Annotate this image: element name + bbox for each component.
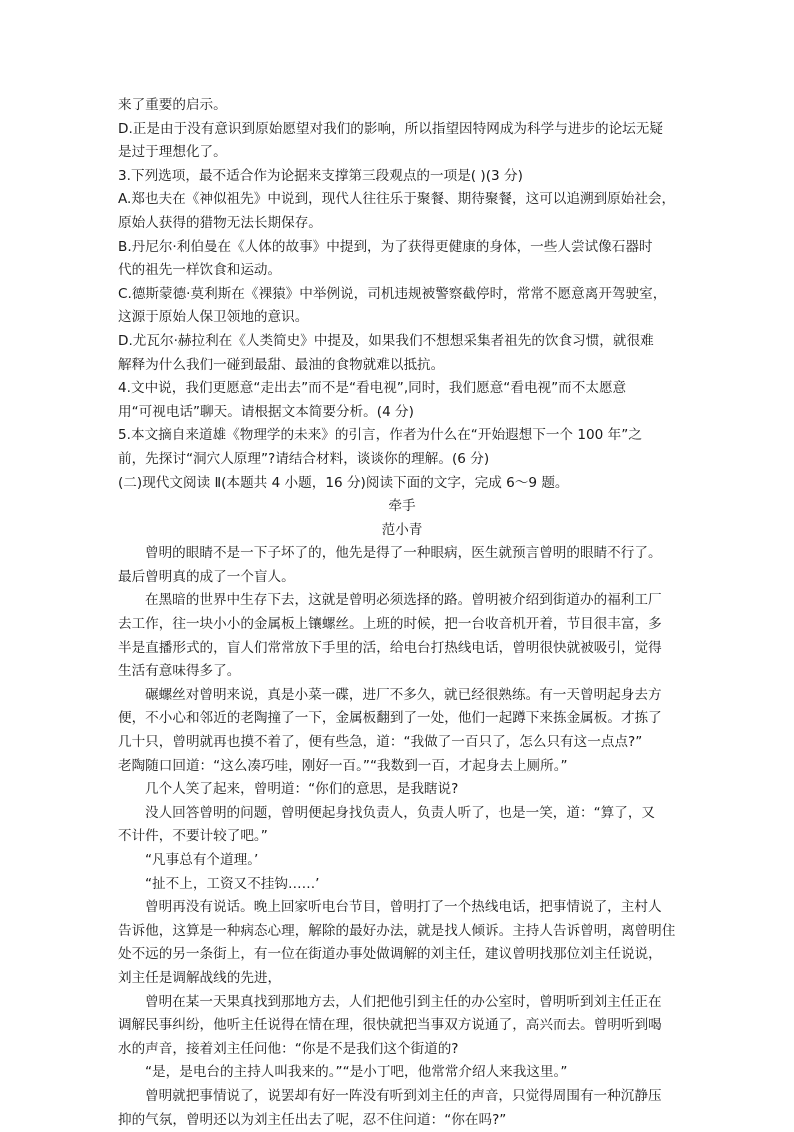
text-line: 在黑暗的世界中生存下去，这就是曾明必须选择的路。曾明被介绍到街道办的福利工厂 xyxy=(145,592,662,609)
story-title: 牵手 xyxy=(388,498,416,515)
text-line: 曾明在某一天果真找到那地方去，人们把他引到主任的办公室时，曾明听到刘主任正在 xyxy=(145,993,662,1010)
text-line: 3.下列选项，最不适合作为论据来支撑第三段观点的一项是( )(3 分) xyxy=(118,167,523,184)
text-line: C.德斯蒙德·莫利斯在《裸猿》中举例说，司机违规被警察截停时，常常不愿意离开驾驶室， xyxy=(118,285,667,302)
text-line: 处不远的另一条街上，有一位在街道办事处做调解的刘主任，建议曾明找那位刘主任说说， xyxy=(118,946,662,963)
text-line: 曾明的眼睛不是一下子坏了的，他先是得了一种眼病，医生就预言曾明的眼睛不行了。 xyxy=(145,545,662,562)
text-line: D.尤瓦尔·赫拉利在《人类简史》中提及，如果我们不想想采集者祖先的饮食习惯，就很难 xyxy=(118,332,654,349)
text-line: 调解民事纠纷，他听主任说得在情在理，很快就把当事双方说通了，高兴而去。曾明听到喝 xyxy=(118,1017,662,1034)
text-line: (二)现代文阅读 Ⅱ(本题共 4 小题，16 分)阅读下面的文字，完成 6～9 题。 xyxy=(118,474,569,491)
story-author: 范小青 xyxy=(381,521,423,538)
text-line: 5.本文摘自来道雄《物理学的未来》的引言，作者为什么在“开始遐想下一个 100 年”之 xyxy=(118,427,642,444)
text-line: 曾明就把事情说了，说罢却有好一阵没有听到刘主任的声音，只觉得周围有一种沉静压 xyxy=(145,1087,662,1104)
text-line: 解释为什么我们一碰到最甜、最油的食物就难以抵抗。 xyxy=(118,356,445,373)
text-line: 来了重要的启示。 xyxy=(118,97,227,113)
text-line: 曾明再没有说话。晚上回家听电台节目，曾明打了一个热线电话，把事情说了，主村人 xyxy=(145,899,662,916)
text-line: 代的祖先一样饮食和运动。 xyxy=(118,262,282,279)
text-line: 原始人获得的猎物无法长期保存。 xyxy=(118,214,322,231)
text-line: 半是直播形式的，盲人们常常放下手里的活，给电台打热线电话，曾明很快就被吸引，觉得 xyxy=(118,639,662,656)
text-line: “凡事总有个道理。’ xyxy=(145,852,259,868)
text-line: 最后曾明真的成了一个盲人。 xyxy=(118,568,295,585)
text-line: 用“可视电话”聊天。请根据文本简要分析。(4 分) xyxy=(118,403,414,420)
document-page xyxy=(118,94,686,1132)
text-line: 刘主任是调解战线的先进， xyxy=(118,969,282,986)
text-line: A.郑也夫在《神似祖先》中说到，现代人往往乐于聚餐、期待聚餐，这可以追溯到原始社会， xyxy=(118,191,676,208)
text-line: B.丹尼尔·利伯曼在《人体的故事》中提到，为了获得更健康的身体，一些人尝试像石器时 xyxy=(118,238,653,255)
text-line: 不计件，不要计较了吧。” xyxy=(118,828,268,845)
text-line: 水的声音，接着刘主任问他：“你是不是我们这个街道的? xyxy=(118,1040,459,1057)
text-line: 去工作，往一块小小的金属板上镶螺丝。上班的时候，把一台收音机开着，节目很丰富，多 xyxy=(118,616,662,633)
text-line: 几个人笑了起来，曾明道：“你们的意思，是我瞎说? xyxy=(145,781,459,798)
text-line: 便，不小心和邻近的老陶撞了一下，金属板翻到了一处，他们一起蹲下来拣金属板。才拣了 xyxy=(118,710,662,727)
text-line: D.正是由于没有意识到原始愿望对我们的影响，所以指望因特网成为科学与进步的论坛无疑 xyxy=(118,120,663,137)
text-line: 抑的气氛，曾明还以为刘主任出去了呢，忍不住问道：“你在吗?” xyxy=(118,1111,507,1128)
text-line: 这源于原始人保卫领地的意识。 xyxy=(118,309,309,326)
text-line: 4.文中说，我们更愿意“走出去”而不是“看电视”,同时，我们愿意“看电视”而不太愿意 xyxy=(118,380,627,397)
text-line: 是过于理想化了。 xyxy=(118,144,227,161)
text-line: 老陶随口回道：“这么凑巧哇，刚好一百。”“我数到一百，才起身去上厕所。” xyxy=(118,757,568,774)
text-line: 碾螺丝对曾明来说，真是小菜一碟，进厂不多久，就已经很熟练。有一天曾明起身去方 xyxy=(145,686,662,703)
text-line: 前，先探讨“洞穴人原理”?请结合材料，谈谈你的理解。(6 分) xyxy=(118,450,490,467)
text-line: 没人回答曾明的问题，曾明便起身找负责人，负责人听了，也是一笑，道：“算了，又 xyxy=(145,804,656,821)
text-line: 告诉他，这算是一种病态心理，解除的最好办法，就是找人倾诉。主持人告诉曾明，离曾明住 xyxy=(118,922,676,939)
text-line: “扯不上，工资又不挂钩……’ xyxy=(145,875,320,892)
text-line: 生活有意味得多了。 xyxy=(118,663,241,680)
text-line: 几十只，曾明就再也摸不着了，便有些急，道：“我做了一百只了，怎么只有这一点点?” xyxy=(118,734,643,751)
text-line: “是，是电台的主持人叫我来的。”“是小丁吧，他常常介绍人来我这里。” xyxy=(145,1064,568,1081)
